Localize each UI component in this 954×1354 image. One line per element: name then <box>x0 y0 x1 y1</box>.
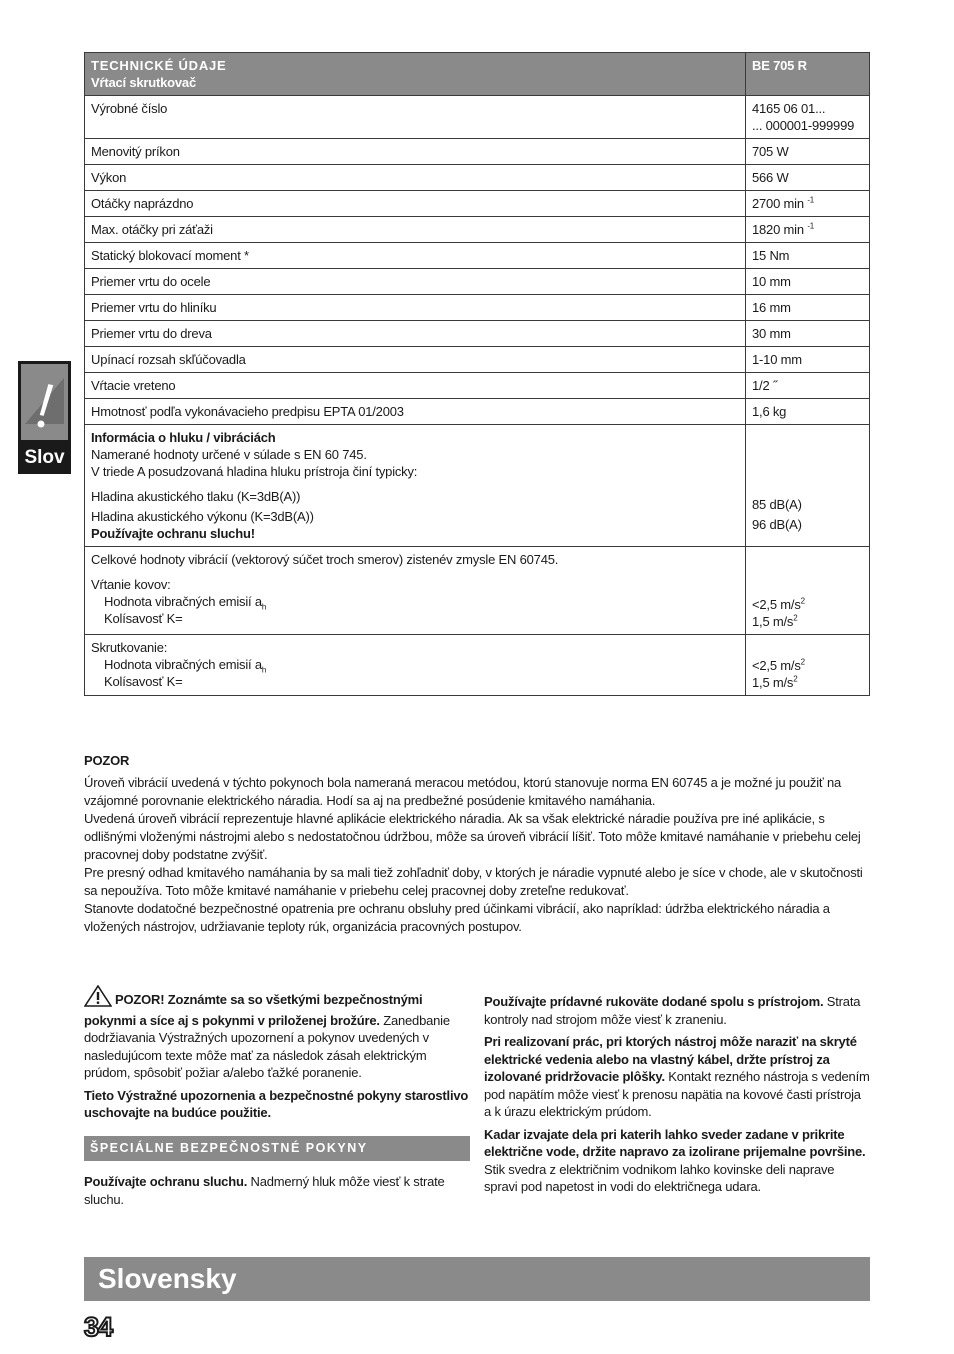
row-label: Výrobné číslo <box>85 96 746 139</box>
row-label: Priemer vrtu do dreva <box>85 321 746 347</box>
notice-paragraph-3: Pre presný odhad kmitavého namáhania by sa mali tiež zohľadniť doby, v ktorých je náradie vypnuté alebo je síce v chode, ale v skutočnosti sa nepoužíva. Toto môže kmitavé namáhanie v priebehu celej pracovnej doby zreteľne redukovať. <box>84 865 863 898</box>
hidden-wiring-bold: Pri realizovaní prác, pri ktorých nástroj môže naraziť na skryté elektrické vedenia alebo na vlastný kábel, držte prístroj za izolované pridržovacie plôšky. <box>484 1034 857 1084</box>
row-value: 705 W <box>746 139 870 165</box>
hearing-protection-bold: Používajte ochranu sluchu. <box>84 1174 248 1189</box>
special-safety-heading: ŠPECIÁLNE BEZPEČNOSTNÉ POKYNY <box>84 1136 470 1162</box>
table-row <box>85 295 870 321</box>
serial-value-1: 4165 06 01... <box>752 101 826 116</box>
header-product-type: Vŕtací skrutkovač <box>91 75 196 90</box>
drilling-uncertainty-number: 1,5 m/s <box>752 614 794 629</box>
row-label: Priemer vrtu do ocele <box>85 269 746 295</box>
table-row <box>85 139 870 165</box>
table-header-row <box>85 53 870 96</box>
header-technical-data: TECHNICKÉ ÚDAJE <box>91 58 227 73</box>
noise-info <box>85 425 746 547</box>
table-row <box>85 165 870 191</box>
drilling-emission-label <box>91 593 739 610</box>
table-row <box>85 217 870 243</box>
screwing-emission-label <box>91 656 739 673</box>
rpm-value: 2700 min <box>752 196 804 211</box>
notice-paragraph-4: Stanovte dodatočné bezpečnostné opatrenia pre ochranu obsluhy pred účinkami vibrácií, ako napríklad: údržba elektrického náradia a vložených nástrojov, udržiavanie teploty rúk, organizácia pracovných postupov. <box>84 901 830 934</box>
insulated-grip-bold: Kadar izvajate dela pri katerih lahko sveder zadane v prikrite električne vode, držite napravo za izolirane prijemalne površine. <box>484 1126 866 1159</box>
row-value <box>746 217 870 243</box>
noise-line-2: V triede A posudzovaná hladina hluku prístroja činí typicky: <box>91 464 418 479</box>
screwing-title: Skrutkovanie: <box>91 640 168 655</box>
rpm-unit-exponent: -1 <box>807 195 815 205</box>
row-value: 566 W <box>746 165 870 191</box>
notice-paragraph-2: Uvedená úroveň vibrácií reprezentuje hlavné aplikácie elektrického náradia. Ak sa však elektrické náradie používa pre iné aplikácie, s odlišnými vloženými nástrojmi alebo s nedostatočnou údržbou, môže sa úroveň vibrácií líšiť. Toto môže kmitavé namáhanie v priebehu celej pracovnej doby podstatne zvýšiť. <box>84 811 861 862</box>
vibration-screwing-info <box>85 635 746 696</box>
left-column <box>84 985 470 1213</box>
table-row <box>85 399 870 425</box>
row-value: 1-10 mm <box>746 347 870 373</box>
vibration-drilling-info <box>85 547 746 635</box>
unit-squared: 2 <box>800 657 805 667</box>
vibration-drilling-row <box>85 547 870 635</box>
handle-bold: Používajte prídavné rukoväte dodané spolu s prístrojom. <box>484 994 824 1009</box>
noise-row <box>85 425 870 547</box>
hidden-wiring-paragraph <box>484 1033 870 1121</box>
screwing-uncertainty-value <box>752 674 863 691</box>
drilling-emission-number: <2,5 m/s <box>752 597 801 612</box>
row-label: Max. otáčky pri záťaži <box>85 217 746 243</box>
page-number: 34 <box>84 1312 113 1342</box>
notice-title: POZOR <box>84 753 130 768</box>
unit-squared: 2 <box>793 674 798 684</box>
drilling-title: Vŕtanie kovov: <box>91 577 171 592</box>
row-value: 16 mm <box>746 295 870 321</box>
noise-line-1: Namerané hodnoty určené v súlade s EN 60 745. <box>91 447 367 462</box>
table-row <box>85 96 870 139</box>
row-label: Upínací rozsah skľúčovadla <box>85 347 746 373</box>
row-label: Hmotnosť podľa vykonávacieho predpisu EPTA 01/2003 <box>85 399 746 425</box>
general-warning-paragraph <box>84 985 470 1082</box>
hidden-wiring-text: Kontakt rezného nástroja s vedením pod napätím môže viesť k prenosu napätia na kovové časti prístroja a k úrazu elektrickým prúdom. <box>484 1069 870 1119</box>
screwing-emission-number: <2,5 m/s <box>752 658 801 673</box>
table-row <box>85 191 870 217</box>
sound-power-label: Hladina akustického výkonu (K=3dB(A)) <box>91 509 314 524</box>
row-value <box>746 96 870 139</box>
vibration-screwing-values <box>746 635 870 696</box>
screwing-uncertainty-label: Kolísavosť K= <box>104 674 183 689</box>
hearing-protection-text: Nadmerný hluk môže viesť k strate sluchu. <box>84 1174 445 1207</box>
subscript-h: h <box>261 602 267 612</box>
screwing-uncertainty-number: 1,5 m/s <box>752 675 794 690</box>
noise-values <box>746 425 870 547</box>
general-warning-text: Zanedbanie dodržiavania Výstražných upozornení a pokynov uvedených v nasledujúcom texte môže mať za následok zásah elektrickým prúdom, spôsobiť požiar a/alebo ťažké poranenie. <box>84 1012 450 1080</box>
drilling-uncertainty-value <box>752 613 863 630</box>
insulated-grip-text: Stik svedra z električnim vodnikom lahko kovinske deli naprave spravi pod napetost in vodi do električnega udara. <box>484 1161 835 1194</box>
subscript-h: h <box>261 665 267 675</box>
right-column <box>484 993 870 1201</box>
noise-title: Informácia o hluku / vibráciách <box>91 430 276 445</box>
table-row <box>85 347 870 373</box>
rpm-value: 1820 min <box>752 222 804 237</box>
row-label: Vŕtacie vreteno <box>85 373 746 399</box>
handle-paragraph <box>484 993 870 1028</box>
table-header-title <box>85 53 746 96</box>
language-side-tab <box>18 361 71 474</box>
rpm-unit-exponent: -1 <box>807 221 815 231</box>
serial-value-2: ... 000001-999999 <box>752 118 855 133</box>
row-value <box>746 191 870 217</box>
language-footer-bar <box>84 1257 870 1301</box>
vibration-notice <box>84 752 870 936</box>
row-value: 10 mm <box>746 269 870 295</box>
sound-pressure-value: 85 dB(A) <box>752 497 802 512</box>
notice-paragraph-1: Úroveň vibrácií uvedená v týchto pokynoch bola nameraná meracou metódou, ktorú stanovuje norma EN 60745 a je možné ju použiť na vzájomné porovnanie elektrického náradia. Hodí sa aj na predbežné posúdenie kmitavého namáhania. <box>84 775 842 808</box>
drilling-emission-value <box>752 596 863 613</box>
footer-language-title: Slovensky <box>98 1263 237 1294</box>
vibration-drilling-values <box>746 547 870 635</box>
screwing-emission-value <box>752 657 863 674</box>
row-label: Statický blokovací moment * <box>85 243 746 269</box>
drilling-uncertainty-label: Kolísavosť K= <box>104 611 183 626</box>
row-label: Priemer vrtu do hliníku <box>85 295 746 321</box>
side-tab-label: Slov <box>24 447 65 468</box>
row-value: 15 Nm <box>746 243 870 269</box>
warning-exclamation-icon <box>21 364 68 440</box>
handle-text: Strata kontroly nad strojom môže viesť k zraneniu. <box>484 994 861 1027</box>
keep-instructions-paragraph <box>84 1087 470 1122</box>
emission-label-text: Hodnota vibračných emisií a <box>104 657 262 672</box>
hearing-protection-paragraph <box>84 1173 470 1208</box>
row-value: 1/2 ˝ <box>746 373 870 399</box>
row-value: 30 mm <box>746 321 870 347</box>
row-label: Menovitý príkon <box>85 139 746 165</box>
row-value: 1,6 kg <box>746 399 870 425</box>
general-warning-bold: POZOR! Zoznámte sa so všetkými bezpečnostnými pokynmi a síce aj s pokynmi v priloženej brožúre. <box>84 992 423 1028</box>
sound-pressure-label: Hladina akustického tlaku (K=3dB(A)) <box>91 489 301 504</box>
warning-triangle-icon <box>84 985 112 1012</box>
row-label: Otáčky naprázdno <box>85 191 746 217</box>
table-row <box>85 269 870 295</box>
sound-power-value: 96 dB(A) <box>752 517 802 532</box>
technical-data-table <box>84 52 870 696</box>
vibration-intro: Celkové hodnoty vibrácií (vektorový súčet troch smerov) zistenév zmysle EN 60745. <box>91 552 559 567</box>
keep-instructions-bold: Tieto Výstražné upozornenia a bezpečnostné pokyny starostlivo uschovajte na budúce použitie. <box>84 1087 469 1120</box>
header-model: BE 705 R <box>746 53 870 96</box>
vibration-screwing-row <box>85 635 870 696</box>
hearing-protection-note: Používajte ochranu sluchu! <box>91 526 255 541</box>
emission-label-text: Hodnota vibračných emisií a <box>104 594 262 609</box>
table-row <box>85 243 870 269</box>
table-row <box>85 373 870 399</box>
row-label: Výkon <box>85 165 746 191</box>
table-row <box>85 321 870 347</box>
unit-squared: 2 <box>800 596 805 606</box>
unit-squared: 2 <box>793 613 798 623</box>
insulated-grip-paragraph <box>484 1126 870 1196</box>
